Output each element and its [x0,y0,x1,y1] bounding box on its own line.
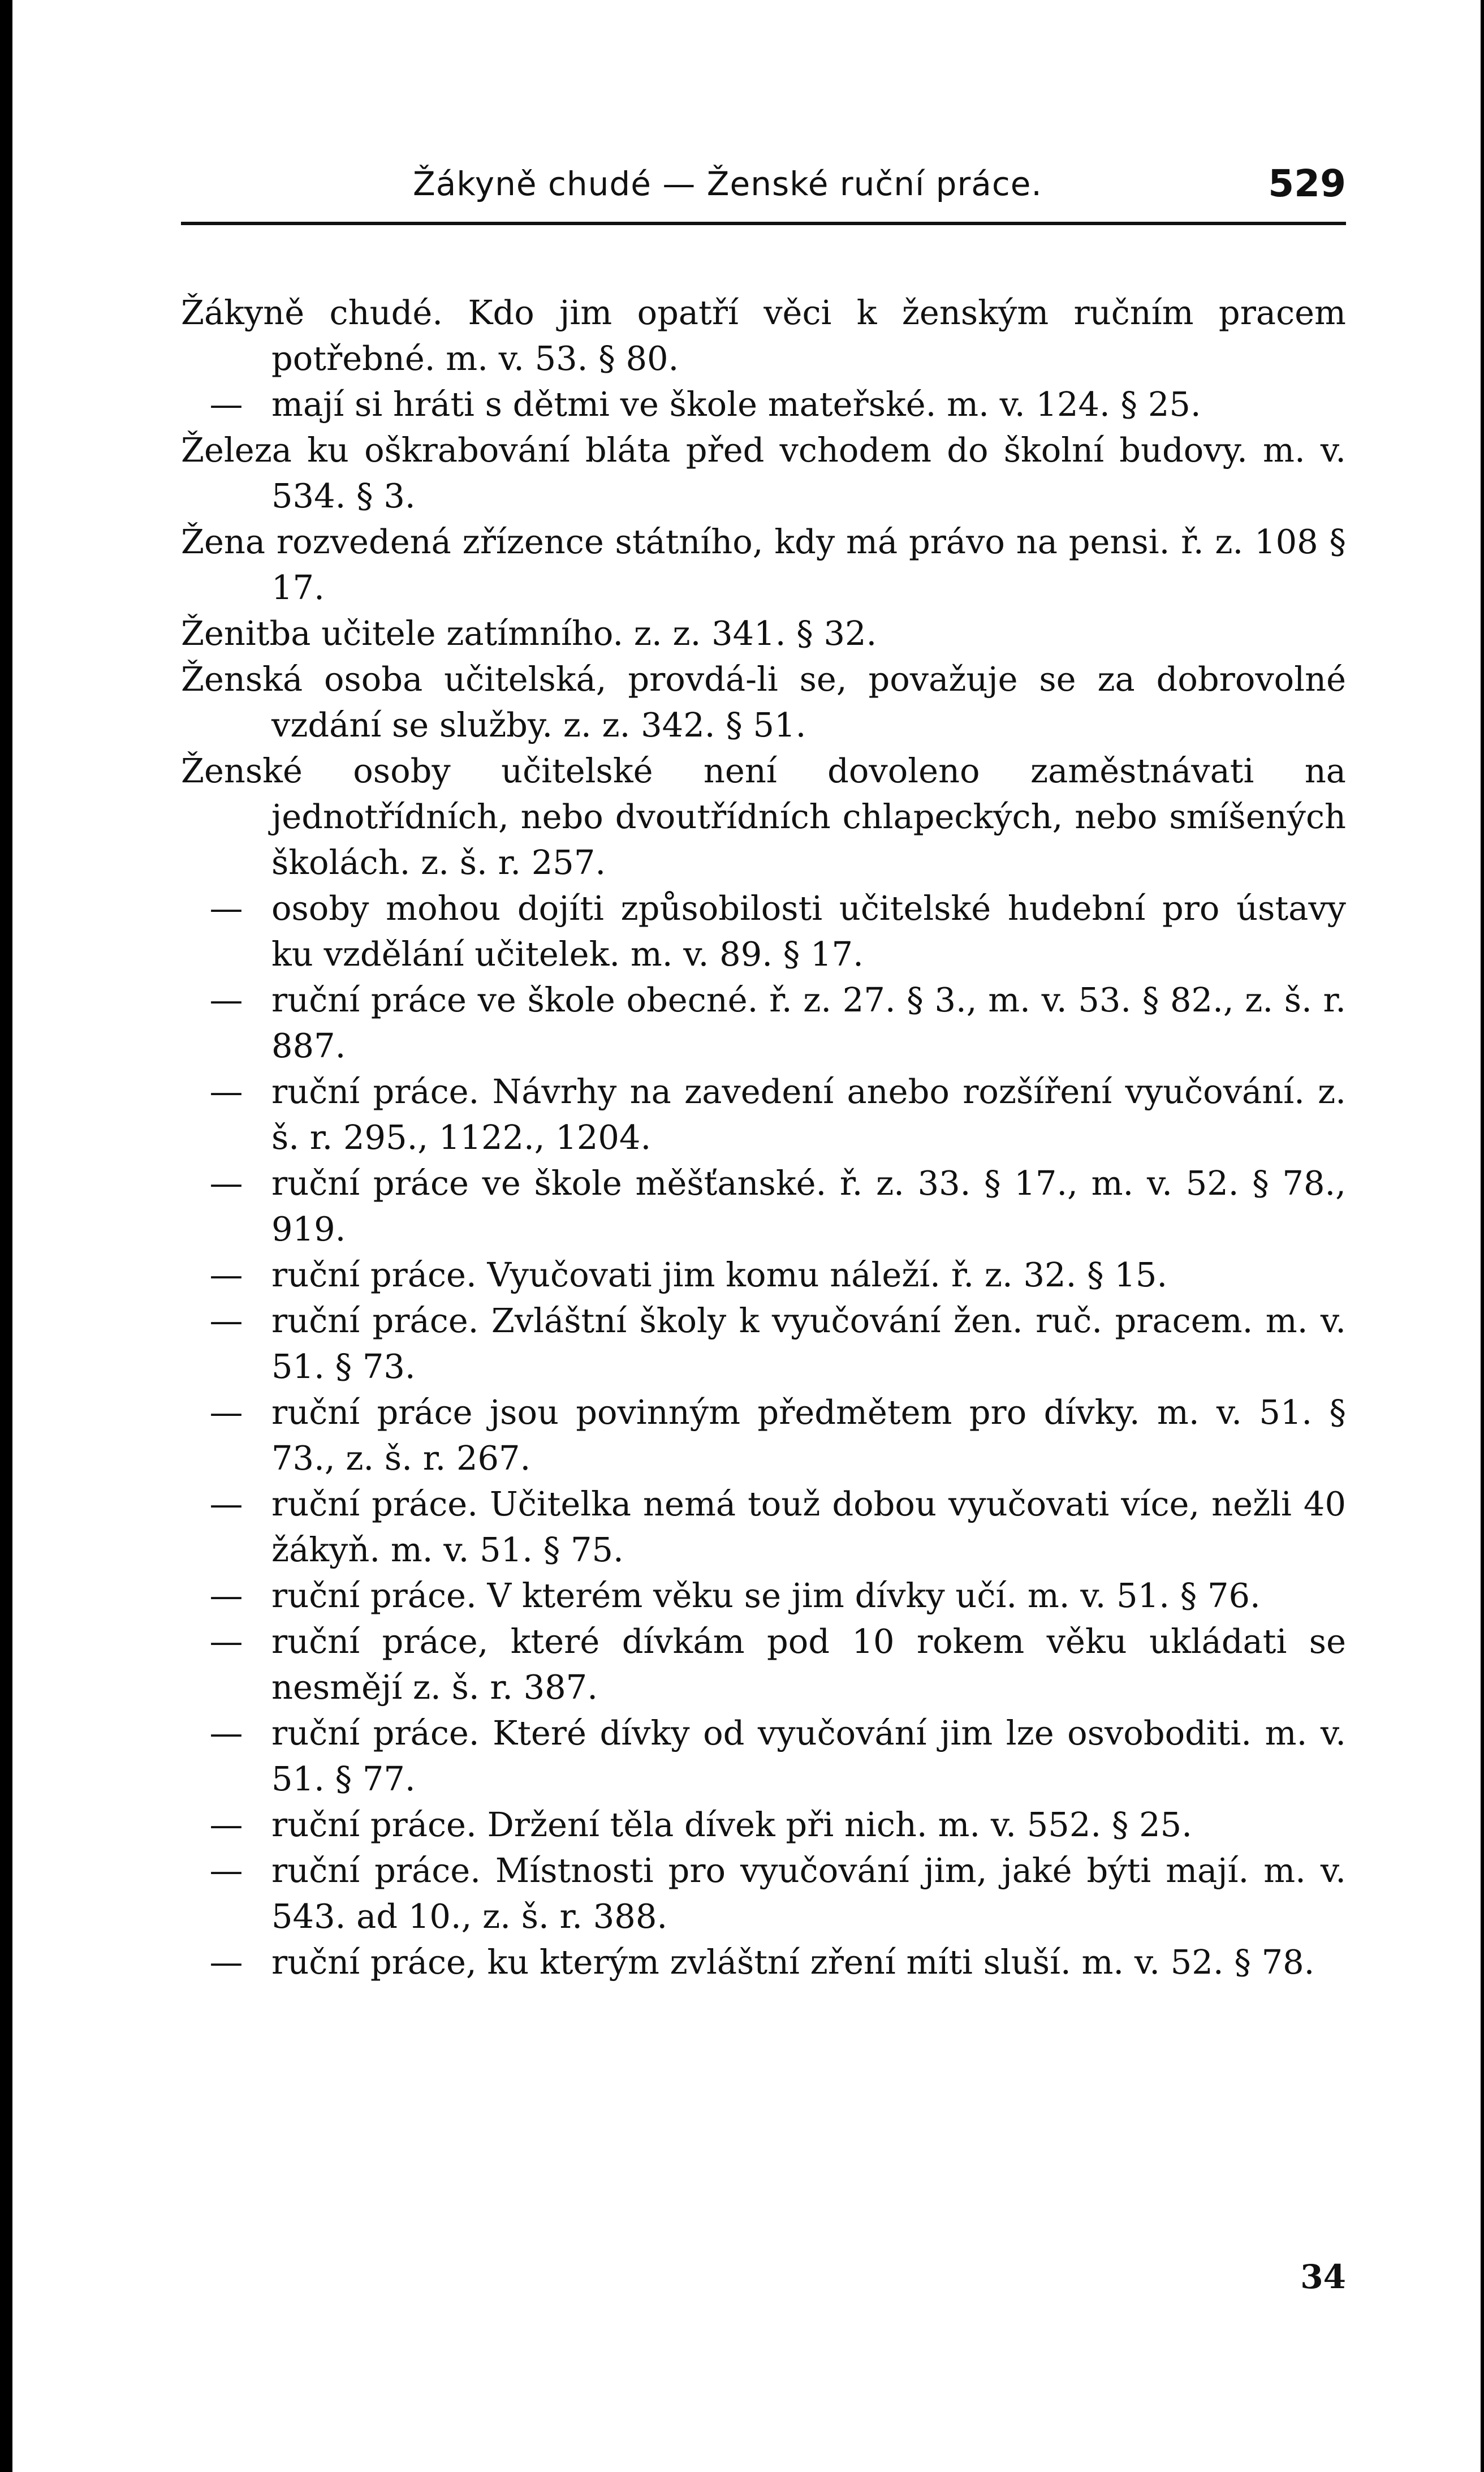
index-entry [181,656,1346,748]
index-subentry [181,1710,1346,1802]
subentry-dash: — [209,1576,243,1615]
entry-text: ruční práce ve škole obecné. ř. z. 27. § 3., m. v. 53. § 82., z. š. r. 887. [271,980,1346,1065]
subentry-dash: — [209,1713,243,1752]
entry-text: ruční práce. Které dívky od vyučování jim lze osvoboditi. m. v. 51. § 77. [271,1713,1346,1798]
index-entry-list [181,290,1346,1985]
entry-text: ruční práce, které dívkám pod 10 rokem věku ukládati se nesmějí z. š. r. 387. [271,1622,1346,1707]
index-subentry [181,1939,1346,1985]
index-entry [181,427,1346,519]
entry-text: ruční práce. V kterém věku se jim dívky učí. m. v. 51. § 76. [271,1576,1261,1615]
entry-text: Železa ku oškrabování bláta před vchodem do školní budovy. m. v. 534. § 3. [181,430,1346,515]
page-number: 529 [1268,162,1346,205]
index-subentry [181,1573,1346,1618]
index-subentry [181,1160,1346,1252]
entry-text: ruční práce, ku kterým zvláštní zření míti sluší. m. v. 52. § 78. [271,1943,1315,1982]
index-subentry [181,1389,1346,1481]
subentry-dash: — [209,1393,243,1432]
entry-text: Ženské osoby učitelské není dovoleno zaměstnávati na jednotřídních, nebo dvoutřídních chlapeckých, nebo smíšených školách. z. š. r. 257. [181,751,1346,882]
index-subentry [181,1847,1346,1939]
running-head: Žákyně chudé — Ženské ruční práce. [413,165,1042,203]
entry-text: Ženitba učitele zatímního. z. z. 341. § 32. [181,614,877,653]
entry-text: ruční práce. Místnosti pro vyučování jim, jaké býti mají. m. v. 543. ad 10., z. š. r. 388. [271,1851,1346,1936]
subentry-dash: — [209,1072,243,1111]
entry-text: Ženská osoba učitelská, provdá-li se, považuje se za dobrovolné vzdání se služby. z. z. 342. § 51. [181,660,1346,744]
entry-text: ruční práce. Návrhy na zavedení anebo rozšíření vyučování. z. š. r. 295., 1122., 1204. [271,1072,1346,1157]
index-entry [181,748,1346,885]
index-subentry [181,381,1346,427]
entry-text: ruční práce jsou povinným předmětem pro dívky. m. v. 51. § 73., z. š. r. 267. [271,1393,1346,1478]
index-subentry [181,1481,1346,1573]
entry-text: Žena rozvedená zřízence státního, kdy má právo na pensi. ř. z. 108 § 17. [181,522,1346,607]
page-header [181,153,1346,215]
index-subentry [181,1618,1346,1710]
entry-text: Žákyně chudé. Kdo jim opatří věci k ženským ručním pracem potřebné. m. v. 53. § 80. [181,293,1346,378]
index-subentry [181,1252,1346,1298]
index-subentry [181,1298,1346,1389]
entry-text: ruční práce. Držení těla dívek při nich. m. v. 552. § 25. [271,1805,1192,1844]
index-entry [181,519,1346,610]
entry-text: osoby mohou dojíti způsobilosti učitelské hudební pro ústavy ku vzdělání učitelek. m. v. 89. § 17. [271,889,1346,974]
book-page [181,0,1346,2472]
index-subentry [181,1069,1346,1160]
index-entry [181,290,1346,381]
index-subentry [181,977,1346,1069]
header-rule [181,222,1346,225]
subentry-dash: — [209,1805,243,1844]
subentry-dash: — [209,385,243,424]
index-subentry [181,885,1346,977]
subentry-dash: — [209,1484,243,1523]
subentry-dash: — [209,889,243,928]
index-subentry [181,1802,1346,1847]
index-entry [181,610,1346,656]
subentry-dash: — [209,1164,243,1203]
entry-text: ruční práce. Zvláštní školy k vyučování žen. ruč. pracem. m. v. 51. § 73. [271,1301,1346,1386]
signature-mark: 34 [1300,2258,1346,2296]
subentry-dash: — [209,1301,243,1340]
right-page-edge [1481,0,1484,2472]
entry-text: ruční práce. Učitelka nemá touž dobou vyučovati více, nežli 40 žákyň. m. v. 51. § 75. [271,1484,1346,1569]
subentry-dash: — [209,1943,243,1982]
subentry-dash: — [209,980,243,1019]
subentry-dash: — [209,1851,243,1890]
entry-text: ruční práce. Vyučovati jim komu náleží. ř. z. 32. § 15. [271,1255,1168,1294]
subentry-dash: — [209,1255,243,1294]
left-page-edge [0,0,12,2472]
entry-text: mají si hráti s dětmi ve škole mateřské. m. v. 124. § 25. [271,385,1201,424]
subentry-dash: — [209,1622,243,1661]
entry-text: ruční práce ve škole měšťanské. ř. z. 33. § 17., m. v. 52. § 78., 919. [271,1164,1346,1248]
